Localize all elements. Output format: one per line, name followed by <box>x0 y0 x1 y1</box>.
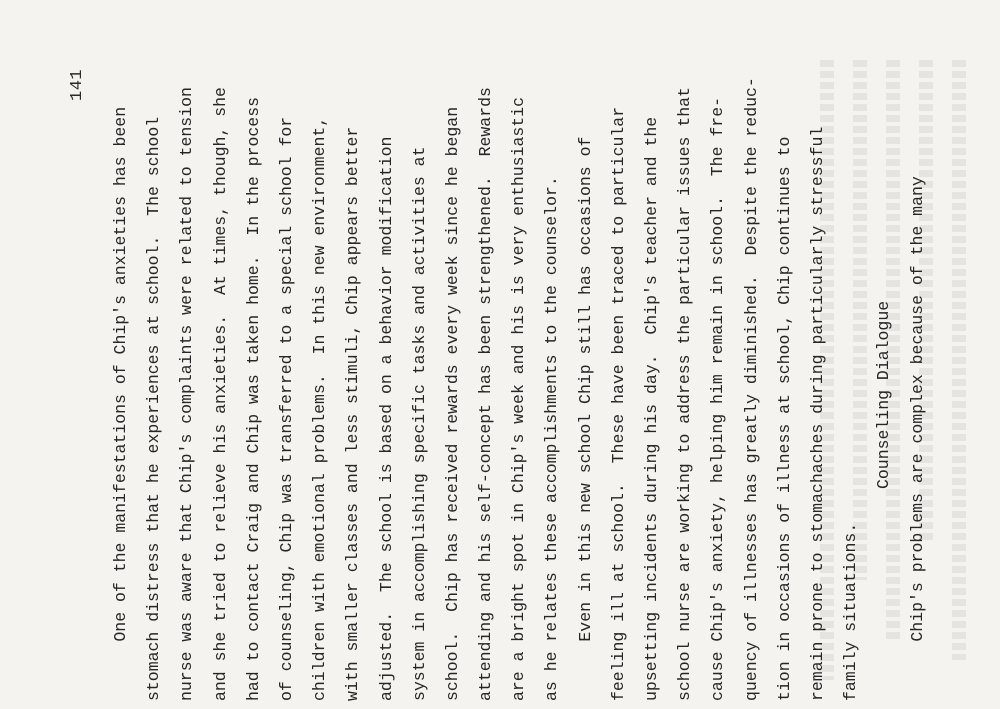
text-line: tion in occasions of illness at school, Chip continues to <box>774 136 794 701</box>
text-line: upsetting incidents during his day. Chip's teacher and the <box>642 116 661 701</box>
text-line: quency of illnesses has greatly diminished. Despite the reduc- <box>741 77 761 701</box>
text-line: remain prone to stomachaches during particularly stressful <box>807 126 827 701</box>
page-number: 141 <box>68 68 87 101</box>
text-line: Chip's problems are complex because of the many <box>907 176 927 701</box>
text-line: family situations. <box>841 522 861 701</box>
text-line: Even in this new school Chip still has occasions of <box>575 136 595 701</box>
text-line: as he relates these accomplishments to the counselor. <box>542 176 562 701</box>
text-line: school nurse are working to address the particular issues that <box>675 87 695 701</box>
text-line: attending and his self-concept has been strengthened. Rewards <box>476 87 496 701</box>
text-line: with smaller classes and less stimuli, Chip appears better <box>343 126 363 701</box>
text-line: school. Chip has received rewards every week since he began <box>442 106 462 701</box>
text-line: nurse was aware that Chip's complaints were related to tension <box>177 87 197 701</box>
text-line: and she tried to relieve his anxieties. At times, though, she <box>210 87 230 701</box>
text-line: stomach distress that he experiences at school. The school <box>144 116 164 701</box>
text-line: system in accomplishing specific tasks and activities at <box>409 146 429 701</box>
text-line: had to contact Craig and Chip was taken home. In the process <box>243 97 263 701</box>
body-text <box>104 21 934 701</box>
text-line: adjusted. The school is based on a behavior modification <box>376 136 396 701</box>
text-line: cause Chip's anxiety, helping him remain in school. The fre- <box>708 97 728 701</box>
section-heading: Counseling Dialogue <box>874 300 894 489</box>
text-line: One of the manifestations of Chip's anxieties has been <box>111 106 130 701</box>
text-line: feeling ill at school. These have been traced to particular <box>608 106 628 701</box>
text-line: of counseling, Chip was transferred to a special school for <box>276 116 296 701</box>
text-line: are a bright spot in Chip's week and his is very enthusiastic <box>509 97 529 701</box>
text-line: children with emotional problems. In this new environment, <box>310 116 330 701</box>
